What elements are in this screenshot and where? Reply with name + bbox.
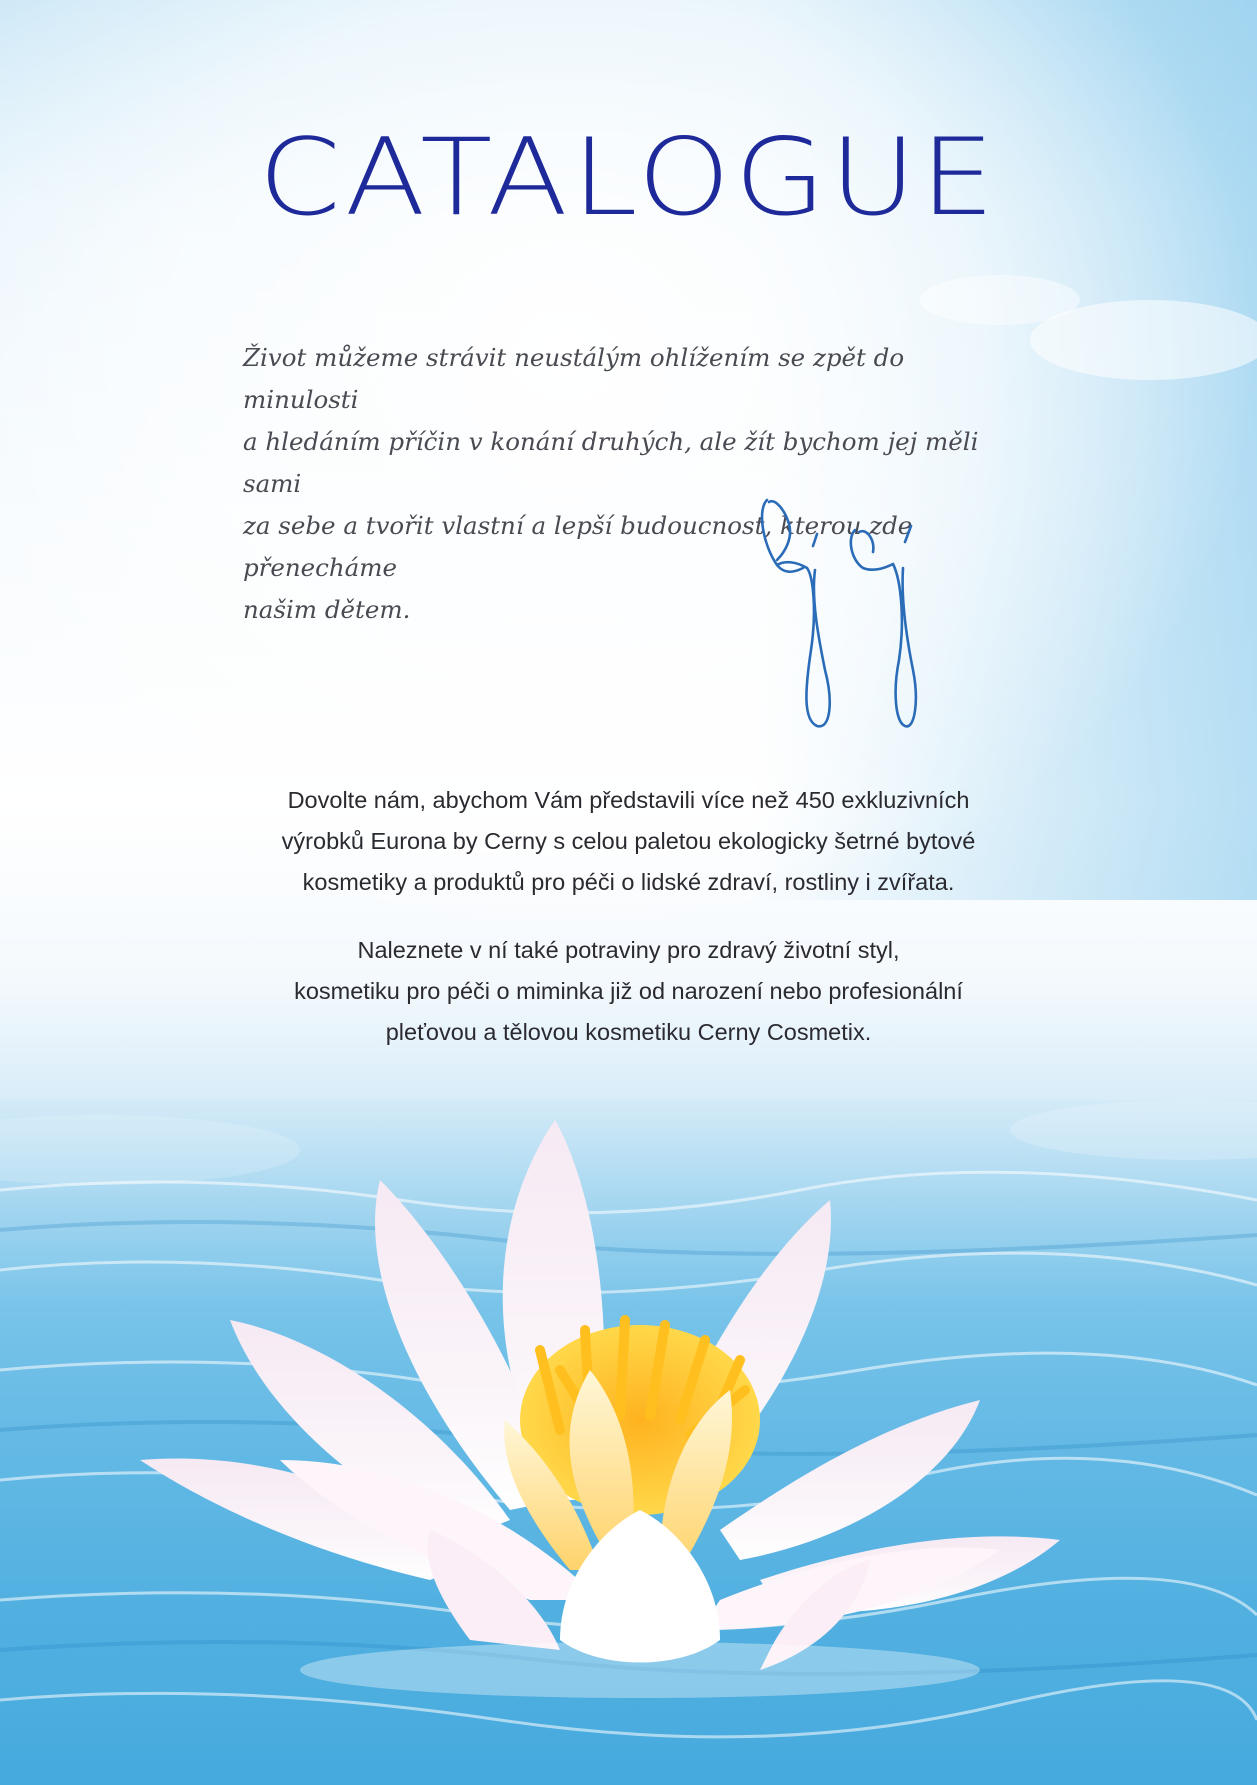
paragraph-line: pleťovou a tělovou kosmetiku Cerny Cosmetix. <box>385 1019 872 1045</box>
water-lily-image <box>0 1040 1257 1785</box>
paragraph-line: kosmetiky a produktů pro péči o lidské zdraví, rostliny i zvířata. <box>302 869 955 895</box>
paragraph-line: výrobků Eurona by Cerny s celou paletou ekologicky šetrné bytové <box>281 828 976 854</box>
page-title: CATALOGUE <box>258 114 999 240</box>
handwritten-signature <box>755 490 980 730</box>
quote-line: za sebe a tvořit vlastní a lepší budoucnost, kterou zde přenecháme <box>243 511 913 582</box>
paragraph-line: Dovolte nám, abychom Vám představili více než 450 exkluzivních <box>287 787 970 813</box>
quote-line: a hledáním příčin v konání druhých, ale žít bychom jej měli sami <box>243 427 979 498</box>
paragraph-line: Naleznete v ní také potraviny pro zdravý životní styl, <box>357 937 900 963</box>
paragraph-line: kosmetiku pro péči o miminka již od narození nebo profesionální <box>294 978 963 1004</box>
quote-line: našim dětem. <box>243 595 411 624</box>
quote-line: Život můžeme strávit neustálým ohlížením se zpět do minulosti <box>243 343 905 414</box>
intro-paragraph <box>150 780 1107 903</box>
products-paragraph <box>150 930 1107 1053</box>
